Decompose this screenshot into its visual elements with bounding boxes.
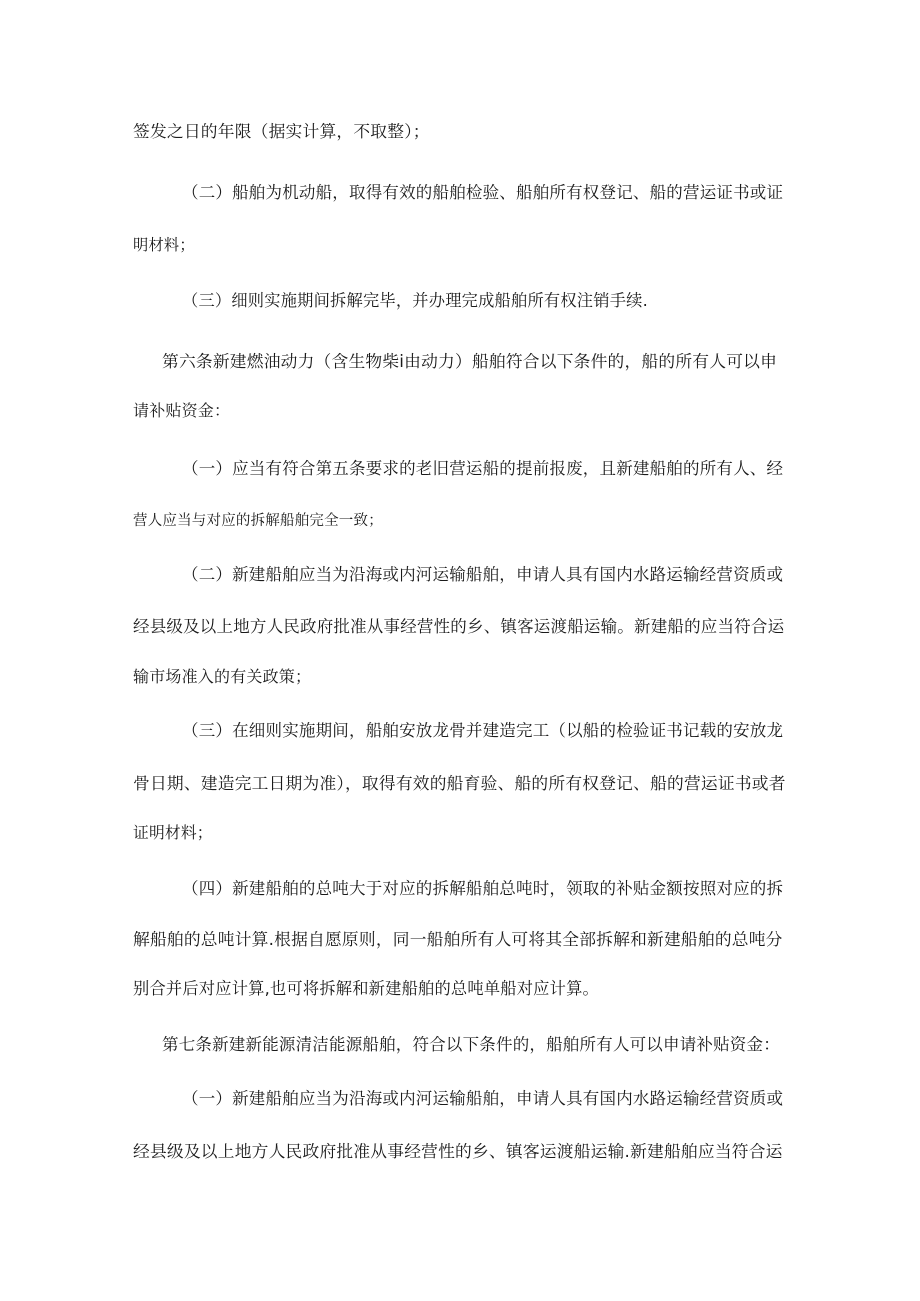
- text-line: （二）船舶为机动船，取得有效的船舶检验、船舶所有权登记、船的营运证书或证: [182, 183, 784, 202]
- text-line: （三）细则实施期间拆解完毕，并办理完成船舶所有权注销手续.: [182, 291, 648, 310]
- text-line: 第七条新建新能源清洁能源船舶，符合以下条件的，船舶所有人可以申请补贴资金：: [162, 1035, 780, 1054]
- text-line: 经县级及以上地方人民政府批准从事经营性的乡、镇客运渡船运输.新建船舶应当符合运: [133, 1141, 783, 1161]
- text-line: 解船舶的总吨计算.根据自愿原则，同一船舶所有人可将其全部拆解和新建船舶的总吨分: [133, 929, 783, 949]
- text-line: 明材料；: [133, 236, 195, 254]
- text-line: 请补贴资金：: [133, 401, 231, 420]
- text-line: 骨日期、建造完工日期为准），取得有效的船育验、船的所有权登记、船的营运证书或者: [133, 773, 786, 793]
- text-line: （二）新建船舶应当为沿海或内河运输船舶，申请人具有国内水路运输经营资质或: [182, 565, 784, 584]
- text-line: （一）应当有符合第五条要求的老旧营运船的提前报废，且新建船舶的所有人、经: [182, 459, 784, 478]
- text-line: 输市场准入的有关政策；: [133, 667, 312, 686]
- text-line: 营人应当与对应的拆解船舶完全一致；: [133, 513, 383, 529]
- text-line: 第六条新建燃油动力（含生物柴i由动力）船舶符合以下条件的，船的所有人可以申: [162, 351, 778, 371]
- text-line: （三）在细则实施期间，船舶安放龙骨并建造完工（以船的检验证书记载的安放龙: [182, 721, 784, 740]
- text-line: 证明材料；: [133, 823, 213, 842]
- text-line: （四）新建船舶的总吨大于对应的拆解船舶总吨时，领取的补贴金额按照对应的拆: [182, 879, 784, 898]
- text-line: 别合并后对应计算,也可将拆解和新建船舶的总吨单船对应计算。: [133, 979, 599, 998]
- text-line: 经县级及以上地方人民政府批准从事经营性的乡、镇客运渡船运输。新建船的应当符合运: [133, 617, 785, 636]
- text-line: 签发之日的年限（据实计算，不取整）；: [133, 121, 430, 141]
- text-line: （一）新建船舶应当为沿海或内河运输船舶，申请人具有国内水路运输经营资质或: [182, 1089, 784, 1108]
